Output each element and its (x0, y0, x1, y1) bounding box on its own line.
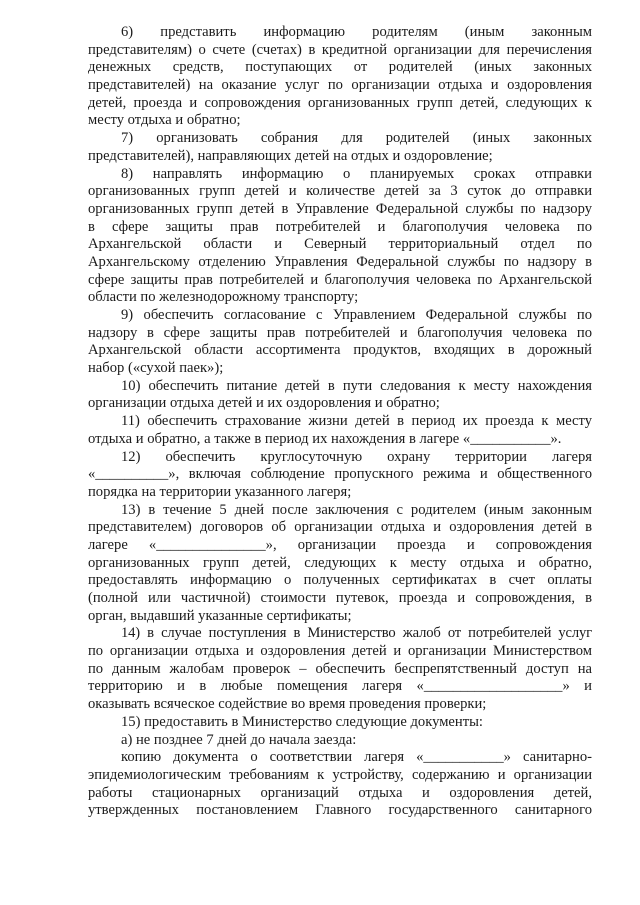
text-line: детей, проезда и сопровождения организованных групп детей, следующих к (88, 94, 592, 111)
text-line: 8) направлять информацию о планируемых сроках отправки (121, 165, 592, 182)
text-line: набор («сухой паек»); (88, 360, 224, 377)
text-line: в сфере защиты прав потребителей и благополучия человека по (88, 218, 592, 235)
text-line: 14) в случае поступления в Министерство жалоб от потребителей услуг (121, 625, 592, 642)
text-line: 7) организовать собрания для родителей (иных законных (121, 130, 592, 147)
text-line: 12) обеспечить круглосуточную охрану территории лагеря (121, 448, 592, 465)
text-line: 15) предоставить в Министерство следующие документы: (121, 713, 483, 730)
text-line: (полной или частичной) стоимости путевок, проезда и сопровождения, в (88, 590, 592, 606)
text-line: 9) обеспечить согласование с Управлением Федеральной службы по (121, 307, 592, 323)
text-line: отдыха и обратно, а также в период их нахождения в лагере «___________». (88, 430, 562, 447)
text-line: копию документа о соответствии лагеря «___________» санитарно- (121, 749, 592, 766)
text-line: представителем) договоров об организации отдыха и оздоровления детей в (88, 519, 592, 536)
text-line: а) не позднее 7 дней до начала заезда: (121, 731, 357, 748)
text-line: «__________», включая соблюдение пропускного режима и общественного (88, 466, 592, 483)
text-line: эпидемиологическим требованиям к устройству, содержанию и организации (88, 766, 592, 783)
text-line: организованных групп детей в Управление Федеральной службы по надзору (88, 200, 592, 217)
text-line: порядка на территории указанного лагеря; (88, 483, 352, 500)
text-line: Архангельской области и Северный территориальный отдел по (88, 236, 592, 253)
text-line: 11) обеспечить страхование жизни детей в период их проезда к месту (121, 413, 592, 430)
text-line: представителей), направляющих детей на отдых и оздоровление; (88, 147, 493, 164)
text-line: представителям) о счете (счетах) в кредитной организации для перечисления (88, 41, 592, 58)
text-line: работы стационарных организаций отдыха и оздоровления детей, (88, 784, 592, 801)
text-line: лагере «_______________», организации проезда и сопровождения (88, 536, 592, 553)
text-line: надзору в сфере защиты прав потребителей и благополучия человека по (88, 324, 592, 341)
text-line: оказывать всяческое содействие во время проведения проверки; (88, 696, 487, 713)
text-line: 6) представить информацию родителям (иным законным (121, 24, 592, 40)
text-line: орган, выдавший указанные сертификаты; (88, 607, 352, 624)
text-line: 13) в течение 5 дней после заключения с родителем (иным законным (121, 501, 592, 518)
text-line: по организации отдыха и оздоровления детей и организации Министерством (88, 643, 592, 660)
text-line: области по железнодорожному транспорту; (88, 289, 359, 306)
text-line: сфере защиты прав потребителей и благополучия человека по Архангельской (88, 271, 592, 288)
text-line: месту отдыха и обратно; (88, 112, 241, 129)
text-line: Архангельской области ассортимента продуктов, входящих в дорожный (88, 342, 592, 359)
text-line: денежных средств, поступающих от родителей (иных законных (88, 59, 592, 76)
text-line: предоставлять информацию о полученных сертификатах в счет оплаты (88, 572, 592, 589)
text-line: утвержденных постановлением Главного государственного санитарного (88, 802, 592, 819)
text-line: по данным жалобам проверок – обеспечить беспрепятственный доступ на (88, 660, 592, 677)
document-page (88, 24, 592, 820)
text-line: организации отдыха детей и их оздоровления и обратно; (88, 395, 440, 412)
text-line: территорию и в любые помещения лагеря «___________________» и (88, 678, 592, 695)
text-line: представителей) на оказание услуг по организации отдыха и оздоровления (88, 77, 592, 94)
text-line: 10) обеспечить питание детей в пути следования к месту нахождения (121, 377, 592, 394)
text-line: организованных групп детей и количестве детей за 3 суток до отправки (88, 183, 592, 200)
text-line: организованных групп детей, следующих к месту отдыха и обратно, (88, 554, 592, 571)
text-line: Архангельскому отделению Управления Федеральной службы по надзору в (88, 253, 592, 270)
